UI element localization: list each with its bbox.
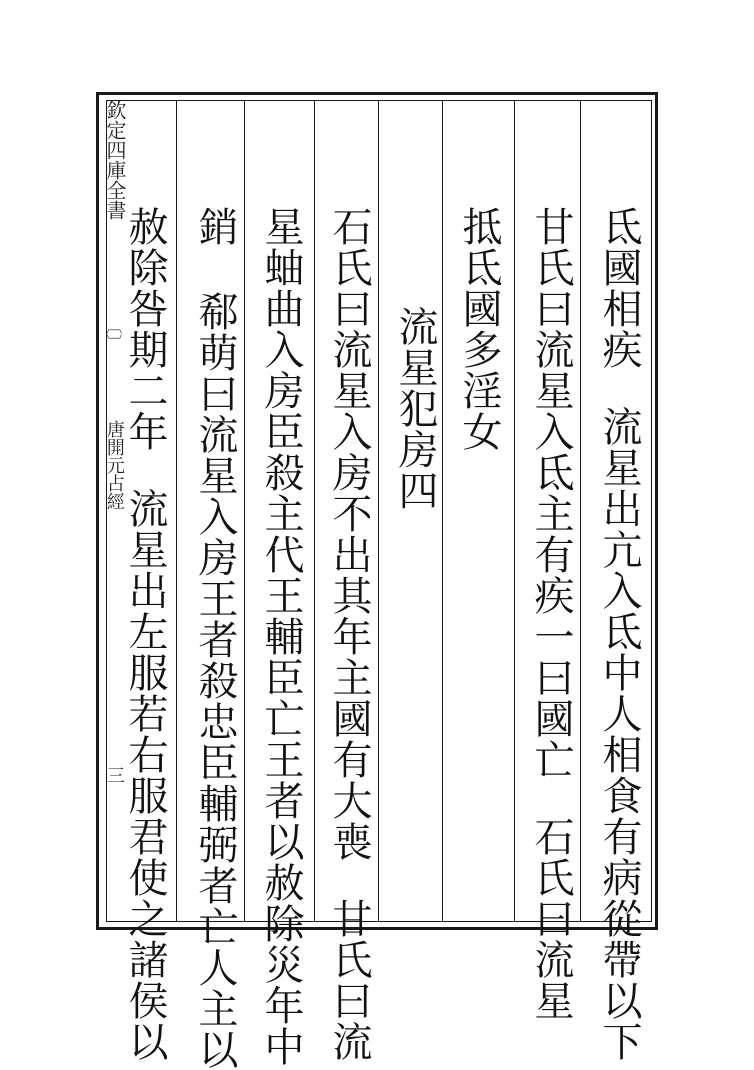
- text-segment: 郗萌曰流星入房王者殺忠臣輔弼者亡人主以: [192, 291, 238, 1070]
- text-segment: 甘氏曰流星入氐主有疾一曰國亡: [528, 206, 574, 780]
- margin-page-number: 三: [103, 766, 125, 784]
- margin-header: 欽定四庫全書: [103, 100, 127, 220]
- margin-book-title: 唐開元占經: [103, 420, 125, 510]
- fish-tail-mark: 〔〕: [103, 318, 123, 350]
- text-segment: 流星出左服若右服君使之諸侯以: [122, 488, 168, 1062]
- text-segment: 氐國相疾: [596, 206, 642, 370]
- text-segment: 抵氐國多淫女: [456, 206, 502, 452]
- text-segment: 石氏曰流星入房不出其年主國有大喪: [326, 206, 372, 862]
- section-heading: 流星犯房四: [392, 306, 438, 511]
- text-segment: 星蚰曲入房臣殺主代王輔臣亡王者以赦除災年中: [258, 206, 304, 1067]
- text-segment: 石氏曰流星: [528, 816, 574, 1021]
- text-segment: 流星出亢入氐中人相食有病從帶以下: [596, 406, 642, 1062]
- text-segment: 銷: [192, 206, 238, 247]
- text-column: [114, 112, 238, 1062]
- text-segment: 甘氏曰流: [326, 898, 372, 1062]
- text-segment: 赦除咎期二年: [122, 206, 168, 452]
